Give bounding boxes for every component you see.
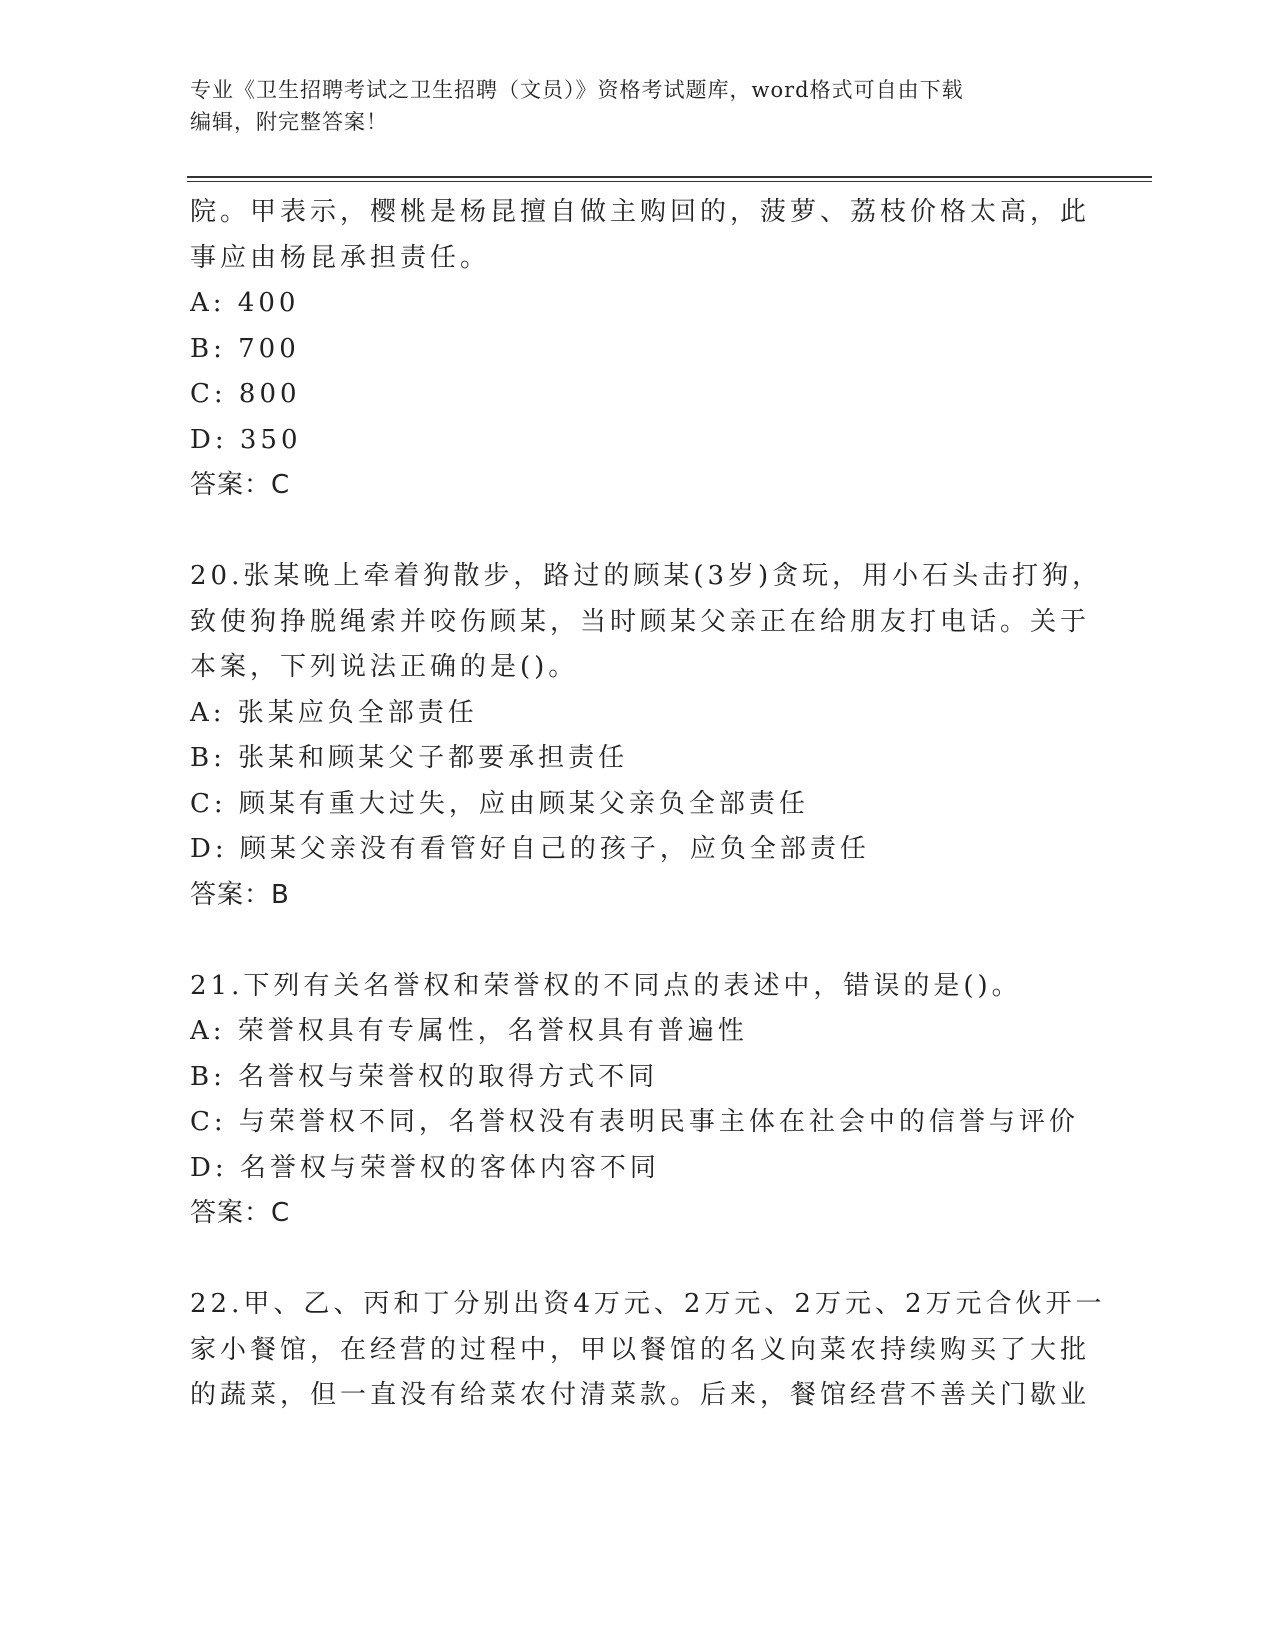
answer-line: 答案：C [190, 1198, 291, 1228]
option-c: C: 顾某有重大过失，应由顾某父亲负全部责任 [190, 788, 809, 819]
question-19 [190, 190, 1090, 509]
question-stem-line: 21.下列有关名誉权和荣誉权的不同点的表述中，错误的是()。 [190, 970, 1022, 1001]
option-c: C: 与荣誉权不同，名誉权没有表明民事主体在社会中的信誉与评价 [190, 1107, 1079, 1137]
header-line-2: 编辑，附完整答案！ [190, 110, 388, 134]
header-divider-bottom [187, 181, 1152, 182]
question-spacer [190, 509, 1090, 555]
option-a: A: 张某应负全部责任 [190, 697, 478, 728]
option-a: A: 荣誉权具有专属性，名誉权具有普遍性 [190, 1016, 748, 1046]
question-stem-line: 院。甲表示，樱桃是杨昆擅自做主购回的，菠萝、荔枝价格太高，此 [190, 197, 1091, 227]
header-divider-top [187, 176, 1152, 178]
option-c: C: 800 [190, 379, 301, 409]
question-spacer [190, 918, 1090, 964]
answer-line: 答案：C [190, 470, 291, 500]
question-21 [190, 964, 1090, 1237]
question-content [190, 190, 1106, 1419]
question-22 [190, 1282, 1106, 1419]
question-stem-line: 22.甲、乙、丙和丁分别出资4万元、2万元、2万元、2万元合伙开一 [190, 1289, 1106, 1319]
page-header [190, 74, 1090, 138]
option-d: D: 350 [190, 424, 302, 455]
question-stem-line: 事应由杨昆承担责任。 [190, 242, 491, 273]
question-stem-line: 本案，下列说法正确的是()。 [190, 652, 579, 682]
question-stem-line: 家小餐馆，在经营的过程中，甲以餐馆的名义向菜农持续购买了大批 [190, 1334, 1091, 1365]
answer-line: 答案：B [190, 879, 290, 910]
option-d: D: 顾某父亲没有看管好自己的孩子，应负全部责任 [190, 834, 870, 864]
question-spacer [190, 1237, 1090, 1283]
option-d: D: 名誉权与荣誉权的客体内容不同 [190, 1152, 660, 1183]
question-20 [190, 554, 1103, 918]
question-stem-line: 的蔬菜，但一直没有给菜农付清菜款。后来，餐馆经营不善关门歇业 [190, 1380, 1091, 1410]
header-line-1: 专业《卫生招聘考试之卫生招聘（文员）》资格考试题库，word格式可自由下载 [190, 78, 964, 102]
option-b: B: 名誉权与荣誉权的取得方式不同 [190, 1061, 659, 1092]
question-stem-line: 致使狗挣脱绳索并咬伤顾某，当时顾某父亲正在给朋友打电话。关于 [190, 606, 1091, 637]
question-stem-line: 20.张某晚上牵着狗散步，路过的顾某(3岁)贪玩，用小石头击打狗， [190, 561, 1103, 591]
option-b: B: 700 [190, 333, 300, 364]
option-a: A: 400 [190, 288, 300, 318]
option-b: B: 张某和顾某父子都要承担责任 [190, 743, 629, 773]
